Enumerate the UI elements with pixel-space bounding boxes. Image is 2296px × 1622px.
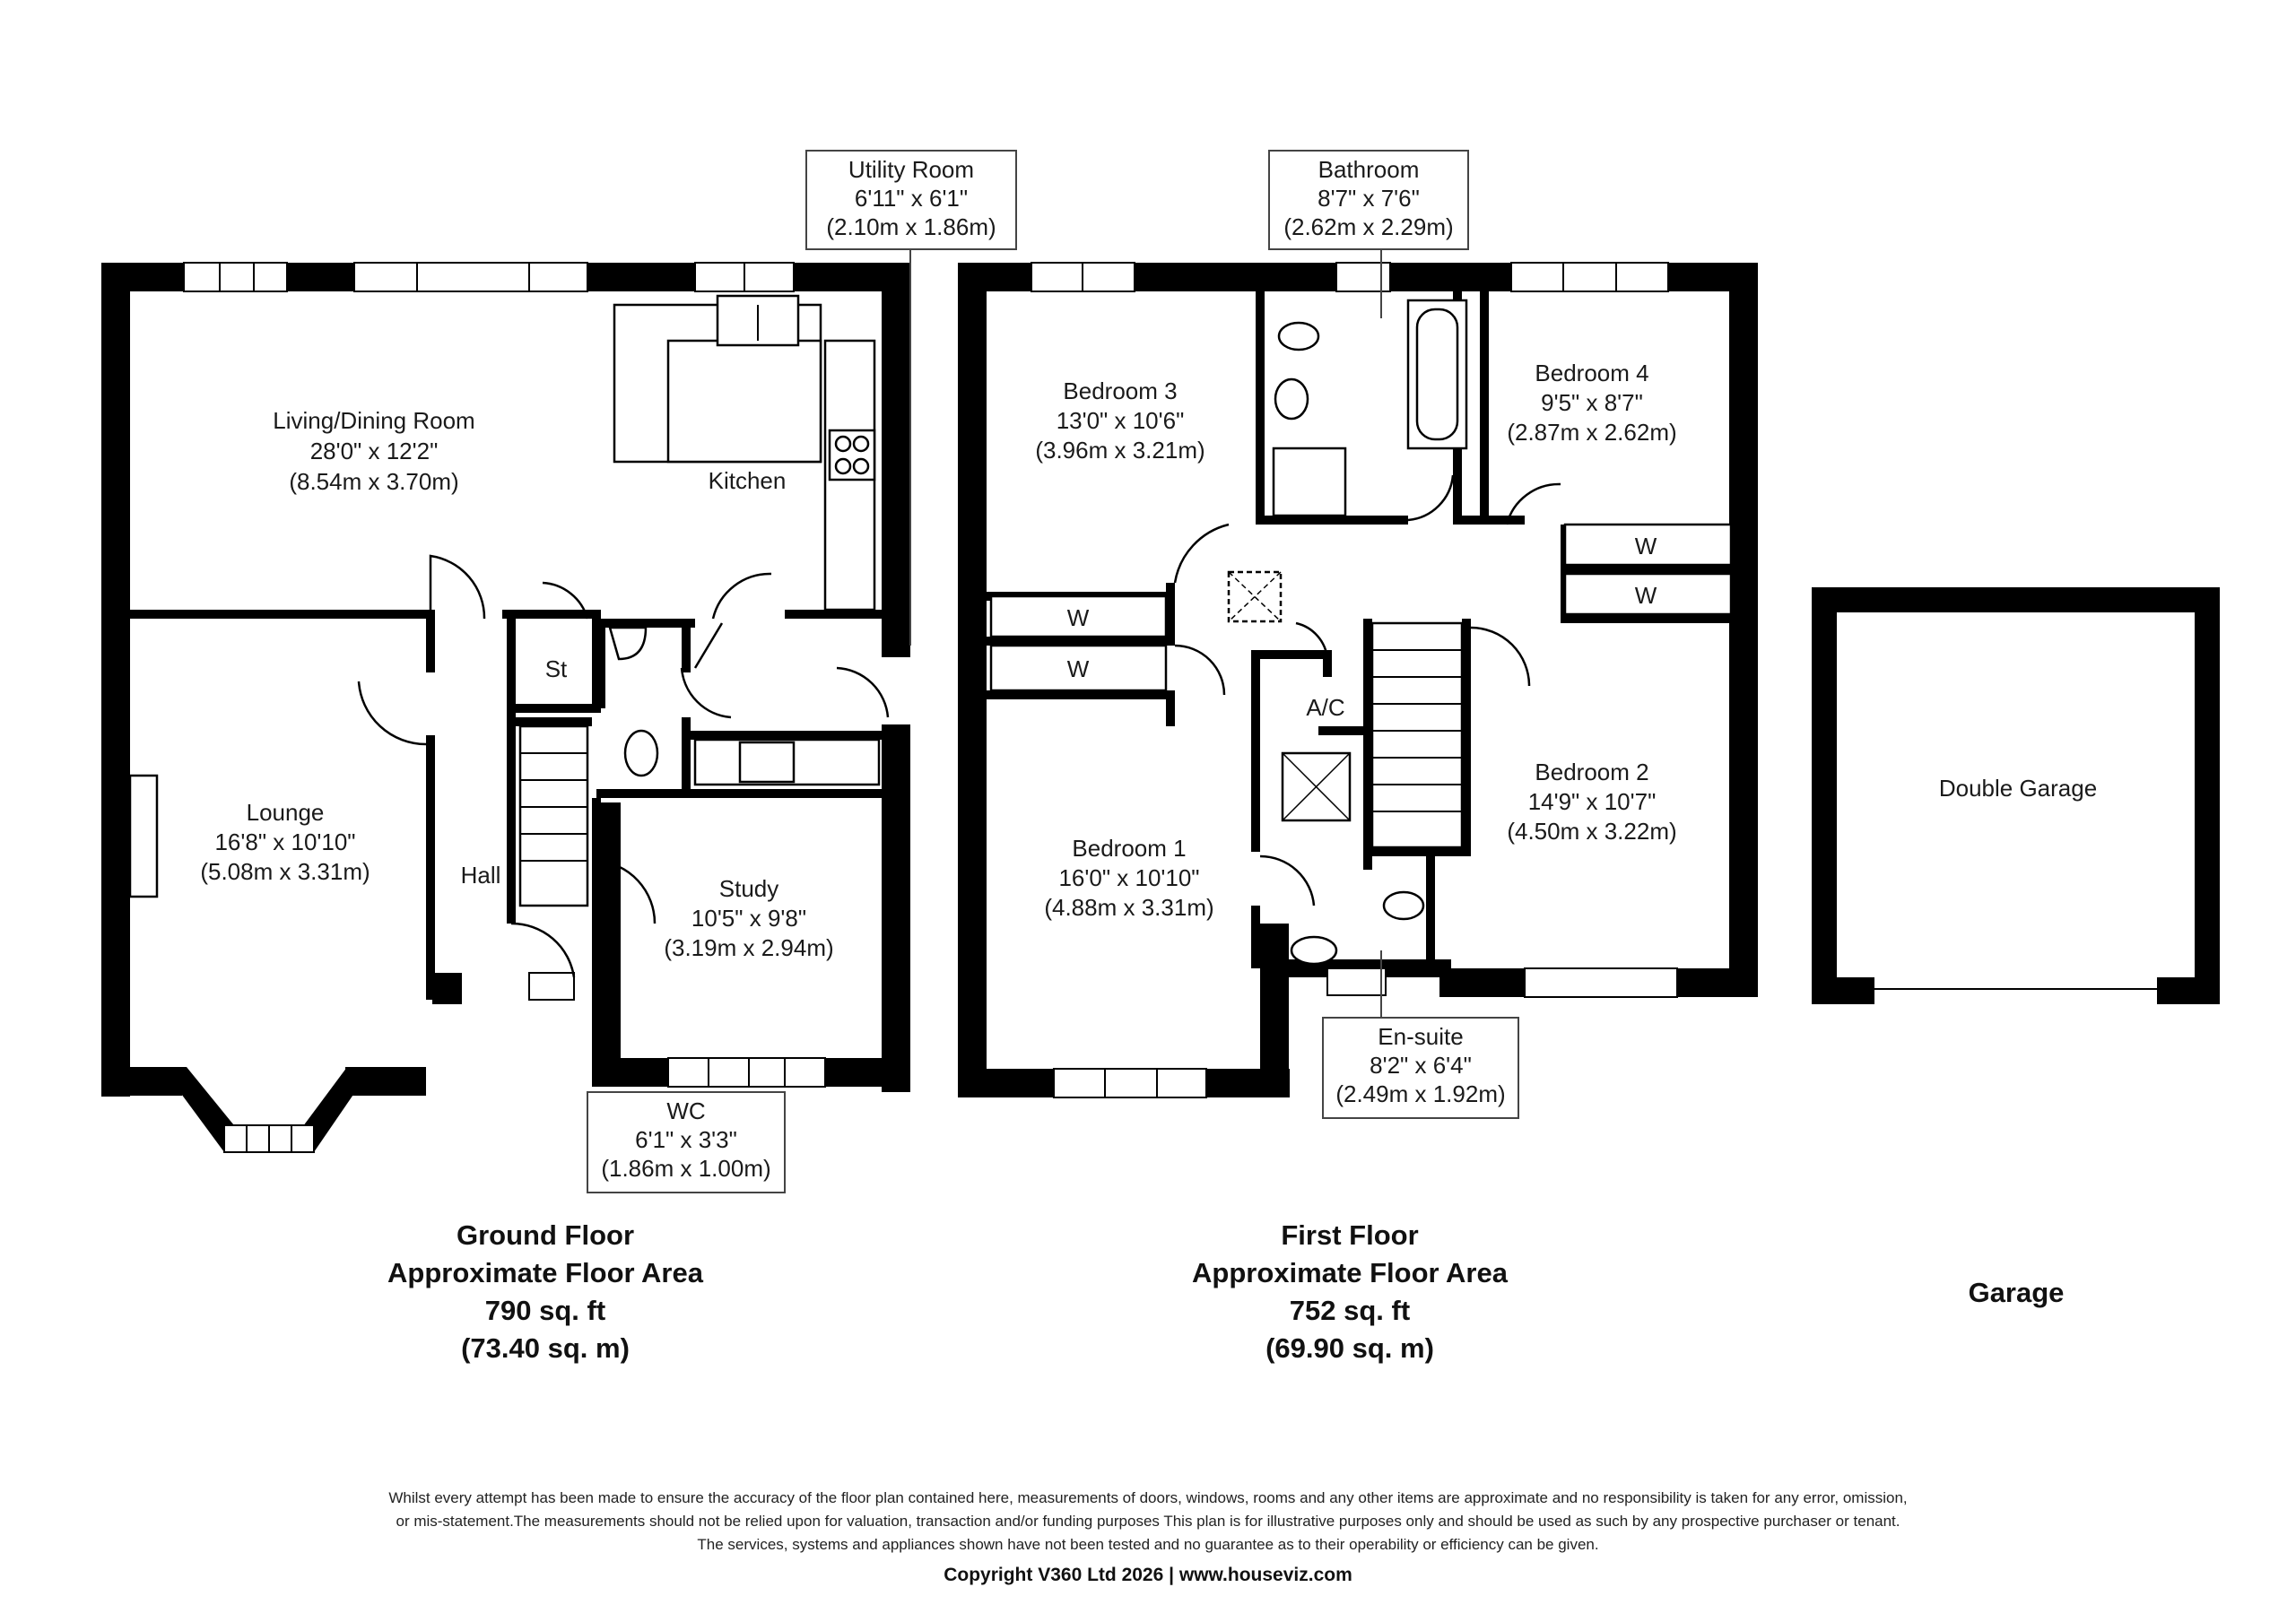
utility-dims-metric: (2.10m x 1.86m) bbox=[826, 213, 996, 240]
study-dims-imperial: 10'5" x 9'8" bbox=[691, 905, 807, 932]
bedroom4-name: Bedroom 4 bbox=[1535, 360, 1649, 386]
bedroom3-label bbox=[1035, 377, 1205, 464]
lounge-name: Lounge bbox=[246, 799, 325, 826]
ac-label: A/C bbox=[1306, 694, 1345, 721]
study-dims-metric: (3.19m x 2.94m) bbox=[664, 934, 834, 961]
disclaimer bbox=[388, 1489, 1907, 1553]
garage-summary-title: Garage bbox=[1968, 1277, 2065, 1308]
first-floor-title: First Floor bbox=[1281, 1219, 1419, 1251]
bedroom1-dims-metric: (4.88m x 3.31m) bbox=[1044, 894, 1214, 921]
bathroom-name: Bathroom bbox=[1318, 156, 1420, 183]
living-dining-label bbox=[273, 407, 474, 495]
study-name: Study bbox=[718, 875, 779, 902]
disclaimer-line: or mis-statement.The measurements should not be relied upon for valuation, transaction and/or funding purposes This plan is for illustrative purposes only and should be used as such by any prospective purchaser or tenant. bbox=[396, 1513, 1900, 1530]
bedroom3-name: Bedroom 3 bbox=[1063, 377, 1178, 404]
bedroom2-label bbox=[1507, 759, 1676, 845]
ground-floor-summary bbox=[387, 1219, 704, 1364]
ensuite-dims-imperial: 8'2" x 6'4" bbox=[1370, 1052, 1472, 1079]
bathroom-callout bbox=[1269, 151, 1468, 318]
ground-floor-plan bbox=[101, 242, 910, 1152]
wc-name: WC bbox=[666, 1097, 706, 1124]
ground-floor-sqft: 790 sq. ft bbox=[484, 1295, 606, 1326]
bedroom1-dims-imperial: 16'0" x 10'10" bbox=[1058, 864, 1200, 891]
bedroom2-dims-metric: (4.50m x 3.22m) bbox=[1507, 818, 1677, 845]
lounge-dims-metric: (5.08m x 3.31m) bbox=[200, 858, 370, 885]
disclaimer-line: The services, systems and appliances shown have not been tested and no guarantee as to their operability or efficiency can be given. bbox=[697, 1536, 1599, 1553]
first-floor-sqm: (69.90 sq. m) bbox=[1265, 1332, 1434, 1364]
living-dining-name: Living/Dining Room bbox=[273, 407, 475, 434]
first-floor-subtitle: Approximate Floor Area bbox=[1192, 1257, 1508, 1288]
bedroom1-label bbox=[1044, 835, 1213, 921]
copyright: Copyright V360 Ltd 2026 | www.houseviz.com bbox=[944, 1565, 1352, 1585]
lounge-dims-imperial: 16'8" x 10'10" bbox=[214, 828, 356, 855]
bedroom4-dims-metric: (2.87m x 2.62m) bbox=[1507, 419, 1677, 446]
utility-dims-imperial: 6'11" x 6'1" bbox=[854, 185, 969, 212]
wc-dims-imperial: 6'1" x 3'3" bbox=[635, 1126, 737, 1153]
bedroom3-dims-metric: (3.96m x 3.21m) bbox=[1035, 437, 1205, 464]
study-label bbox=[664, 875, 833, 961]
kitchen-label: Kitchen bbox=[708, 467, 787, 494]
first-floor-summary bbox=[1192, 1219, 1509, 1364]
first-floor-sqft: 752 sq. ft bbox=[1289, 1295, 1411, 1326]
living-dining-dims-imperial: 28'0" x 12'2" bbox=[309, 438, 439, 464]
bedroom4-dims-imperial: 9'5" x 8'7" bbox=[1541, 389, 1643, 416]
utility-callout bbox=[806, 151, 1016, 249]
wc-callout bbox=[587, 1092, 785, 1193]
double-garage-label: Double Garage bbox=[1938, 775, 2098, 802]
bedroom4-label bbox=[1507, 360, 1676, 446]
utility-name: Utility Room bbox=[848, 156, 975, 183]
ground-floor-title: Ground Floor bbox=[456, 1219, 635, 1251]
bathroom-dims-metric: (2.62m x 2.29m) bbox=[1283, 213, 1454, 240]
wc-dims-metric: (1.86m x 1.00m) bbox=[601, 1155, 771, 1182]
wardrobe-label: W bbox=[1634, 533, 1657, 559]
wardrobe-label: W bbox=[1066, 655, 1090, 682]
store-label: St bbox=[544, 655, 568, 682]
wardrobe-label: W bbox=[1634, 582, 1657, 609]
ensuite-name: En-suite bbox=[1378, 1023, 1464, 1050]
bathroom-dims-imperial: 8'7" x 7'6" bbox=[1318, 185, 1420, 212]
ground-floor-subtitle: Approximate Floor Area bbox=[387, 1257, 703, 1288]
living-dining-dims-metric: (8.54m x 3.70m) bbox=[289, 468, 459, 495]
bedroom1-name: Bedroom 1 bbox=[1072, 835, 1187, 862]
ensuite-dims-metric: (2.49m x 1.92m) bbox=[1335, 1080, 1506, 1107]
ground-floor-sqm: (73.40 sq. m) bbox=[461, 1332, 630, 1364]
bedroom2-name: Bedroom 2 bbox=[1535, 759, 1649, 785]
disclaimer-line: Whilst every attempt has been made to ensure the accuracy of the floor plan contained here, measurements of doors, windows, rooms and any other items are approximate and no responsibility is taken for any error, omission, bbox=[388, 1489, 1908, 1506]
bedroom3-dims-imperial: 13'0" x 10'6" bbox=[1056, 407, 1185, 434]
hall-label: Hall bbox=[460, 862, 501, 889]
lounge-label bbox=[200, 799, 370, 885]
bedroom2-dims-imperial: 14'9" x 10'7" bbox=[1527, 788, 1657, 815]
wardrobe-label: W bbox=[1066, 604, 1090, 631]
